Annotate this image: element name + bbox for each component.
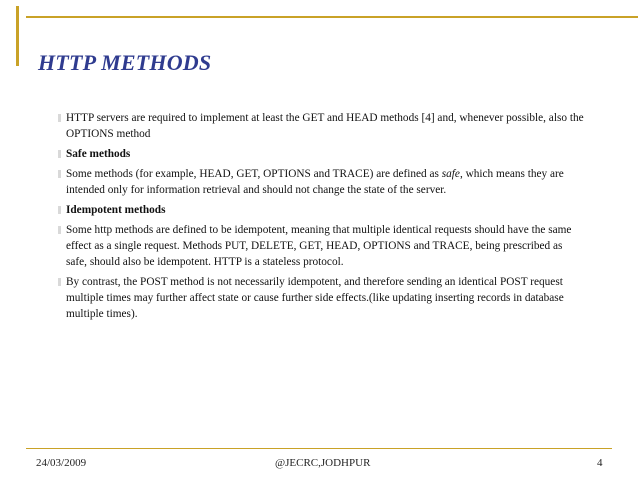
top-rule (26, 16, 638, 18)
paragraph-safe-methods (66, 166, 586, 198)
bottom-rule (26, 448, 612, 449)
slide-body (66, 110, 586, 326)
paragraph-idempotent: Some http methods are defined to be idempotent, meaning that multiple identical requests should have the same effect as a single request. Methods PUT, DELETE, GET, HEAD, OPTIONS and TRACE, being prescribed as safe, should also be idempotent. HTTP is a stateless protocol. (66, 222, 586, 270)
safe-text-after: , which means they are intended only for information retrieval and should not change the state of the server. (66, 168, 564, 196)
paragraph-post: By contrast, the POST method is not necessarily idempotent, and therefore sending an identical POST request multiple times may further affect state or cause further side effects.(like updating inserting records in database multiple times). (66, 274, 586, 322)
slide-title: HTTP METHODS (38, 50, 212, 75)
paragraph-http-servers: HTTP servers are required to implement at least the GET and HEAD methods [4] and, whenever possible, also the OPTIONS method (66, 110, 586, 142)
page-number: 4 (597, 457, 603, 469)
heading-idempotent-methods: Idempotent methods (66, 202, 586, 218)
heading-safe-methods: Safe methods (66, 146, 586, 162)
safe-emphasis: safe (441, 168, 460, 180)
footer-date: 24/03/2009 (36, 457, 87, 469)
safe-text-before: Some methods (for example, HEAD, GET, OPTIONS and TRACE) are defined as (66, 168, 442, 180)
left-rule (16, 6, 19, 66)
footer-center: @JECRC,JODHPUR (275, 457, 371, 469)
